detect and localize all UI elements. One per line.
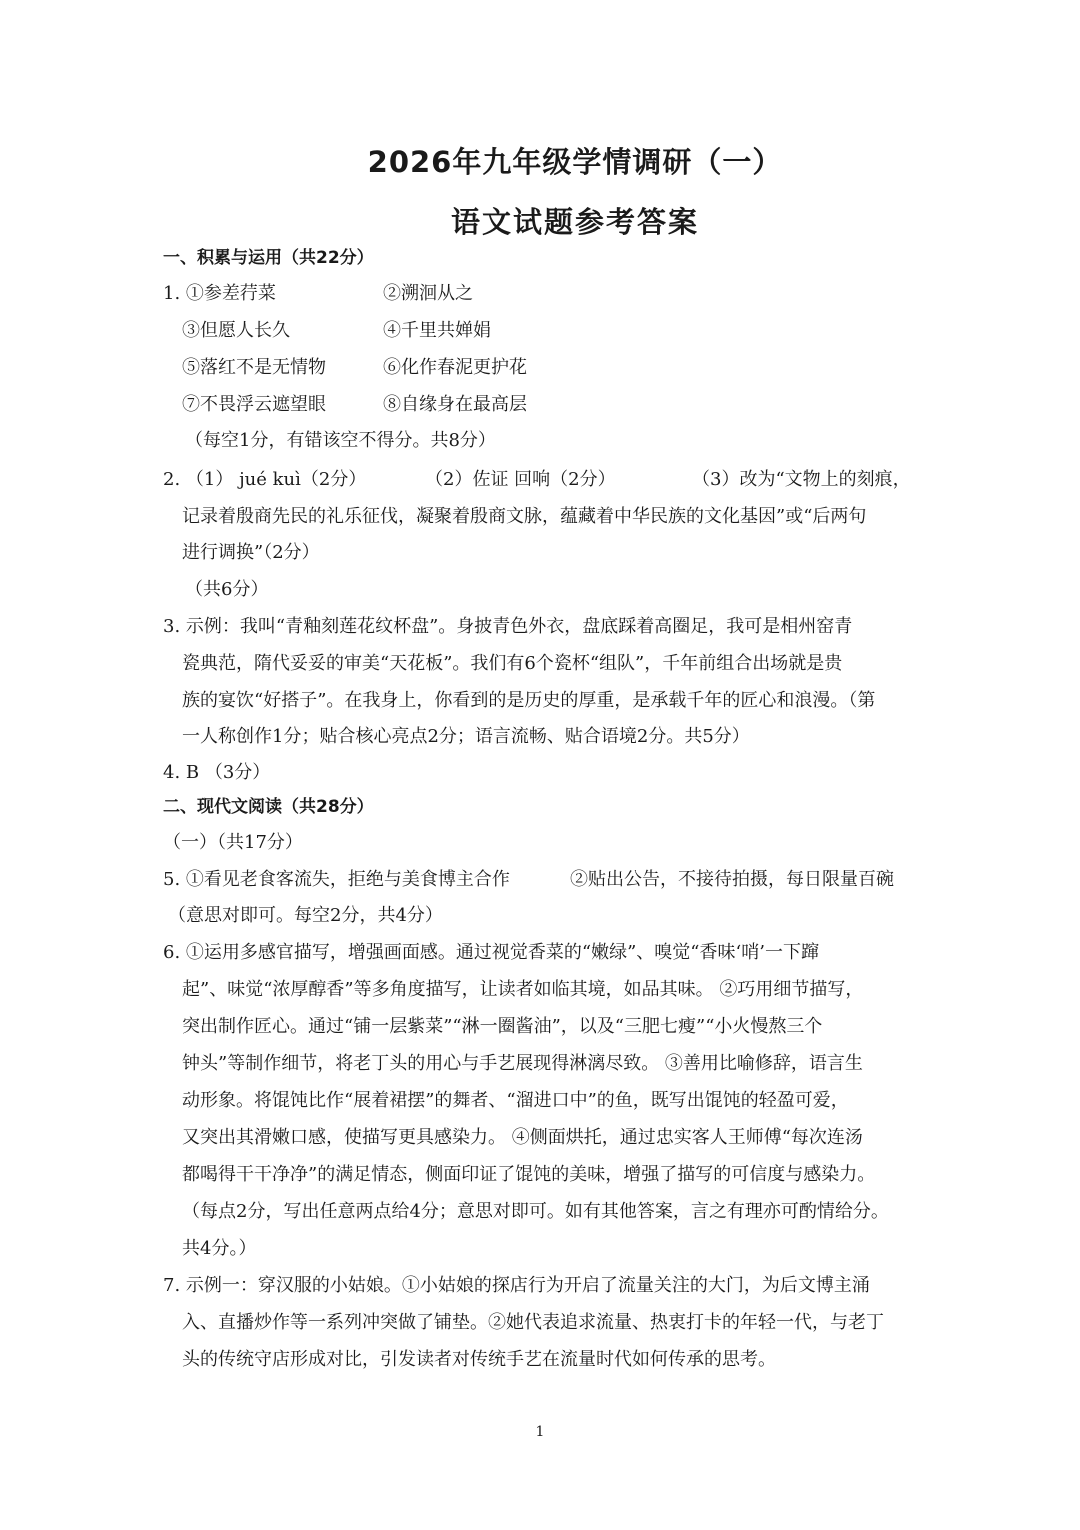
q2-part-3: （3）改为“文物上的刻痕，: [692, 469, 911, 490]
q4-answer: 4. B （3分）: [163, 762, 271, 783]
q1-answer-1: 1. ①参差荇菜: [163, 283, 276, 304]
q2-part-2: （2）佐证 回响（2分）: [425, 469, 616, 490]
q6-line-4: 钟头”等制作细节，将老丁头的用心与手艺展现得淋漓尽致。 ③善用比喻修辞，语言生: [182, 1053, 863, 1074]
q1-answer-2: ②溯洄从之: [383, 283, 473, 304]
q3-line-2: 瓷典范，隋代妥妥的审美“天花板”。我们有6个瓷杯“组队”，千年前组合出场就是贵: [182, 653, 843, 674]
q7-line-1: 7. 示例一：穿汉服的小姑娘。①小姑娘的探店行为开启了流量关注的大门，为后文博主涌: [163, 1275, 870, 1296]
q2-part-1: 2. （1） jué kuì（2分）: [163, 469, 367, 490]
q6-line-6: 又突出其滑嫩口感，使描写更具感染力。 ④侧面烘托，通过忠实客人王师傅“每次连汤: [182, 1127, 863, 1148]
q6-line-8: （每点2分，写出任意两点给4分；意思对即可。如有其他答案，言之有理亦可酌情给分。: [182, 1201, 889, 1222]
section-heading-1: 一、积累与运用（共22分）: [163, 248, 374, 268]
q1-answer-5: ⑤落红不是无情物: [182, 357, 326, 378]
q1-answer-3: ③但愿人长久: [182, 320, 290, 341]
q5-scoring-note: （意思对即可。每空2分，共4分）: [168, 905, 443, 926]
q6-line-5: 动形象。将馄饨比作“展着裙摆”的舞者、“溜进口中”的鱼，既写出馄饨的轻盈可爱，: [182, 1090, 849, 1111]
q6-line-2: 起”、味觉“浓厚醇香”等多角度描写，让读者如临其境，如品其味。 ②巧用细节描写，: [182, 979, 864, 1000]
q7-line-3: 头的传统守店形成对比，引发读者对传统手艺在流量时代如何传承的思考。: [182, 1349, 776, 1370]
q5-answer-1: 5. ①看见老食客流失，拒绝与美食博主合作: [163, 869, 510, 890]
q1-answer-8: ⑧自缘身在最高层: [383, 394, 527, 415]
q7-line-2: 入、直播炒作等一系列冲突做了铺垫。②她代表追求流量、热衷打卡的年轻一代，与老丁: [182, 1312, 884, 1333]
q6-line-1: 6. ①运用多感官描写，增强画面感。通过视觉香菜的“嫩绿”、嗅觉“香味‘哨’一下蹿: [163, 942, 819, 963]
q3-line-1: 3. 示例：我叫“青釉刻莲花纹杯盘”。身披青色外衣，盘底踩着高圈足，我可是相州窑青: [163, 616, 853, 637]
q2-total: （共6分）: [185, 579, 269, 600]
q1-answer-7: ⑦不畏浮云遮望眼: [182, 394, 326, 415]
q1-answer-4: ④千里共婵娟: [383, 320, 491, 341]
q3-line-4: 一人称创作1分；贴合核心亮点2分；语言流畅、贴合语境2分。共5分）: [182, 726, 750, 747]
q2-line-3: 进行调换”（2分）: [182, 542, 320, 563]
q6-line-9: 共4分。）: [182, 1238, 257, 1259]
document-title: 2026年九年级学情调研（一）: [367, 145, 783, 179]
q1-scoring-note: （每空1分，有错该空不得分。共8分）: [185, 430, 496, 451]
q3-line-3: 族的宴饮“好搭子”。在我身上，你看到的是历史的厚重，是承载千年的匠心和浪漫。（第: [182, 690, 876, 711]
q2-line-2: 记录着殷商先民的礼乐征伐，凝聚着殷商文脉，蕴藏着中华民族的文化基因”或“后两句: [182, 506, 867, 527]
section-heading-2: 二、现代文阅读（共28分）: [163, 797, 374, 817]
q5-answer-2: ②贴出公告，不接待拍摄，每日限量百碗: [570, 869, 894, 890]
section-heading-2-1: （一）（共17分）: [163, 832, 303, 853]
q1-answer-6: ⑥化作春泥更护花: [383, 357, 527, 378]
page-number: 1: [535, 1424, 545, 1440]
document-subtitle: 语文试题参考答案: [450, 205, 699, 239]
q6-line-7: 都喝得干干净净”的满足情态，侧面印证了馄饨的美味，增强了描写的可信度与感染力。: [182, 1164, 876, 1185]
q6-line-3: 突出制作匠心。通过“铺一层紫菜”“淋一圈酱油”，以及“三肥七瘦”“小火慢熬三个: [182, 1016, 823, 1037]
